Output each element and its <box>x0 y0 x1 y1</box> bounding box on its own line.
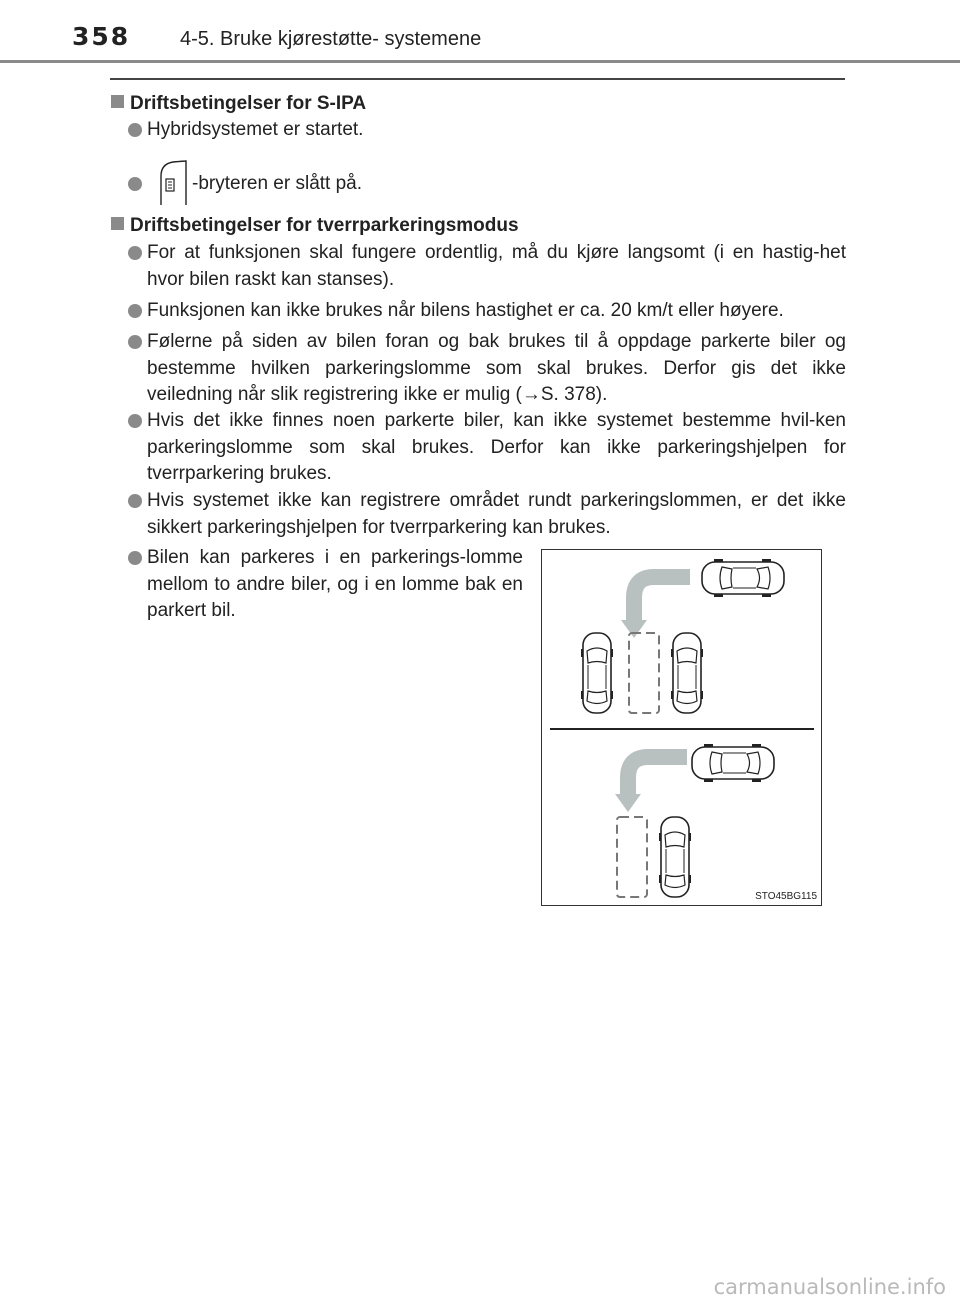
parking-illustration <box>541 549 822 906</box>
page-number: 358 <box>72 22 131 51</box>
list-item: Hvis det ikke finnes noen parkerte biler, kan ikke systemet bestemme hvil-ken parkeringslomme som skal brukes. Derfor kan ikke parkeringshjelpen for tverrparkering brukes. <box>128 408 846 488</box>
watermark: carmanualsonline.info <box>713 1275 946 1299</box>
square-bullet-icon <box>111 95 124 108</box>
bullet-icon <box>128 414 142 428</box>
list-item: Hvis systemet ikke kan registrere området rundt parkeringslommen, er det ikke sikkert parkeringshjelpen for tverrparkering kan brukes. <box>128 488 846 542</box>
bullet-icon <box>128 246 142 260</box>
section-heading-cross-parking: Driftsbetingelser for tverrparkeringsmodus <box>111 213 519 240</box>
list-item: Hybridsystemet er startet. <box>128 117 846 144</box>
square-bullet-icon <box>111 217 124 230</box>
bullet-icon <box>128 177 142 191</box>
bullet-icon <box>128 123 142 137</box>
bullet-icon <box>128 335 142 349</box>
list-item: Bilen kan parkeres i en parkerings-lomme mellom to andre biler, og i en lomme bak en parkert bil. <box>128 545 523 625</box>
figure-code: STO45BG115 <box>755 891 817 902</box>
bullet-icon <box>128 551 142 565</box>
header-divider <box>0 60 960 63</box>
list-item: -bryteren er slått på. <box>128 171 846 198</box>
parking-diagram <box>542 550 821 905</box>
list-item: Funksjonen kan ikke brukes når bilens hastighet er ca. 20 km/t eller høyere. <box>128 298 846 325</box>
content-divider <box>110 78 845 80</box>
list-item: Følerne på siden av bilen foran og bak brukes til å oppdage parkerte biler og bestemme hvilken parkeringslomme som skal brukes. Derfor gis det ikke veiledning når slik registrering ikke er mulig (→S. 378). <box>128 329 846 409</box>
bullet-icon <box>128 304 142 318</box>
s-ipa-switch-icon <box>157 160 187 206</box>
list-item: For at funksjonen skal fungere ordentlig, må du kjøre langsomt (i en hastig-het hvor bilen raskt kan stanses). <box>128 240 846 294</box>
section-heading-s-ipa: Driftsbetingelser for S-IPA <box>111 91 366 118</box>
bullet-icon <box>128 494 142 508</box>
page-header <box>0 0 960 70</box>
chapter-title: 4-5. Bruke kjørestøtte- systemene <box>180 28 482 50</box>
